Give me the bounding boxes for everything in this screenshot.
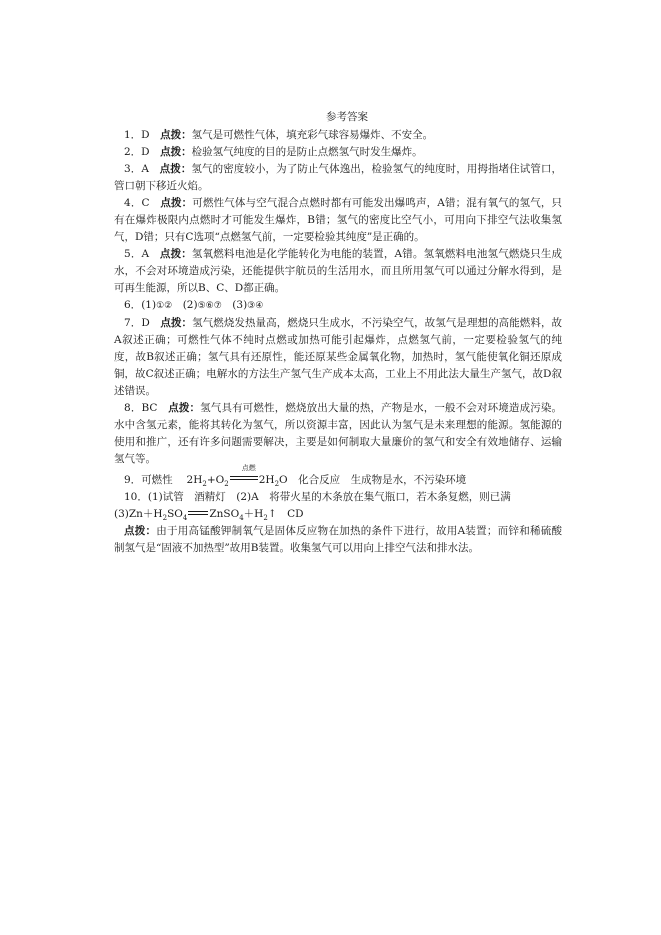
answer-item-10-hint (114, 523, 562, 557)
reaction-condition: 点燃 (241, 464, 256, 472)
answer-text: 化合反应 (298, 474, 341, 486)
hint-label: 点拨： (159, 163, 192, 175)
answer-number: 9． (124, 474, 142, 486)
part-answer: ①② (156, 301, 173, 311)
hint-text: 氢气燃烧发热量高，燃烧只生成水，不污染空气，故氢气是理想的高能燃料，故A叙述正确；可燃性气体不纯时点燃或加热可能引起爆炸，点燃氢气前，一定要检验氢气的纯度，故B叙述正确；氢气具有还原性，能还原某些金属氧化物，加热时，氢气能使氧化铜还原成铜，故C叙述正确；电解水的方法生产氢气生产成本太高，工业上不用此法大量生产氢气，故D叙述错误。 (114, 317, 563, 397)
answer-item-7 (114, 315, 562, 400)
answer-number: 6． (124, 299, 142, 311)
part-answer: ⑤⑥⑦ (197, 301, 222, 311)
answer-item-4 (114, 195, 562, 246)
hint-text: 氢气的密度较小，为了防止气体逸出，检验氢气的纯度时，用拇指堵住试管口，管口朝下移近火焰。 (114, 163, 563, 192)
chemical-equation: $2H_2+O_2$ 点燃 $2H_2O$ (186, 464, 288, 489)
answer-item-6 (114, 297, 562, 315)
hint-label: 点拨： (160, 146, 192, 158)
hint-text: 由于用高锰酸钾制氧气是固体反应物在加热的条件下进行，故用A装置；而锌和稀硫酸制氢气是“固液不加热型”故用B装置。收集氢气可以用向上排空气法和排水法。 (114, 525, 562, 554)
hint-text: 检验氢气纯度的目的是防止点燃氢气时发生爆炸。 (191, 146, 423, 158)
answer-number: 10． (124, 491, 148, 503)
answer-item-3 (114, 161, 562, 195)
answer-item-9 (114, 464, 562, 489)
hint-label: 点拨： (160, 197, 193, 209)
answer-item-8 (114, 400, 562, 468)
hint-text: 氢气具有可燃性，燃烧放出大量的热，产物是水，一般不会对环境造成污染。水中含氢元素，能将其转化为氢气，所以资源丰富，因此认为氢气是未来理想的能源。氢能源的使用和推广，还有许多问题需要解决，主要是如何制取大量廉价的氢气和安全有效地储存、运输氢气等。 (114, 402, 563, 465)
part-answer: ③④ (247, 301, 264, 311)
answer-item-10 (114, 489, 562, 506)
answer-number: 8．BC (124, 402, 158, 414)
hint-label: 点拨： (124, 525, 157, 537)
hint-label: 点拨： (160, 129, 192, 141)
answer-number: 3．A (124, 163, 149, 175)
answer-item-1 (114, 127, 562, 144)
reaction-equals-sign (229, 464, 259, 483)
answer-number: 4．C (124, 197, 150, 209)
hint-label: 点拨： (159, 248, 192, 260)
answer-number: 2．D (124, 146, 150, 158)
chemical-equation: $(3)Zn+H_2SO_4$ $ZnSO_4+H_2↑$ CD (114, 508, 304, 523)
hint-text: 可燃性气体与空气混合点燃时都有可能发出爆鸣声，A错；混有氧气的氢气，只有在爆炸极限内点燃时才可能发生爆炸，B错；氢气的密度比空气小，可用向下排空气法收集氢气，D错；只有C选项“点燃氢气前，一定要检验其纯度”是正确的。 (114, 197, 563, 243)
answer-content (114, 109, 562, 557)
answer-number: 1．D (124, 129, 150, 141)
reaction-equals-sign (187, 509, 209, 517)
answer-text: 生成物是水，不污染环境 (350, 474, 467, 486)
answer-text: 可燃性 (141, 474, 173, 486)
answer-number: 7．D (124, 317, 150, 329)
hint-label: 点拨： (168, 402, 201, 414)
part-label: (3) (232, 299, 248, 311)
answer-item-5 (114, 246, 562, 297)
answer-item-2 (114, 144, 562, 161)
hint-label: 点拨： (160, 317, 193, 329)
answer-item-10-equation (114, 506, 562, 523)
answer-number: 5．A (124, 248, 150, 260)
hint-text: 氢气是可燃性气体，填充彩气球容易爆炸、不安全。 (191, 129, 434, 141)
part-label: (1) (141, 299, 157, 311)
page-title: 参考答案 (326, 111, 368, 123)
answer-text: (1)试管 酒精灯 (2)A 将带火星的木条放在集气瓶口，若木条复燃，则已满 (147, 491, 511, 503)
hint-text: 氢氧燃料电池是化学能转化为电能的装置，A错。氢氧燃料电池氢气燃烧只生成水，不会对环境造成污染，还能提供宇航员的生活用水，而且所用氢气可以通过分解水得到，是可再生能源，所以B、C、D都正确。 (114, 248, 563, 294)
part-label: (2) (182, 299, 198, 311)
